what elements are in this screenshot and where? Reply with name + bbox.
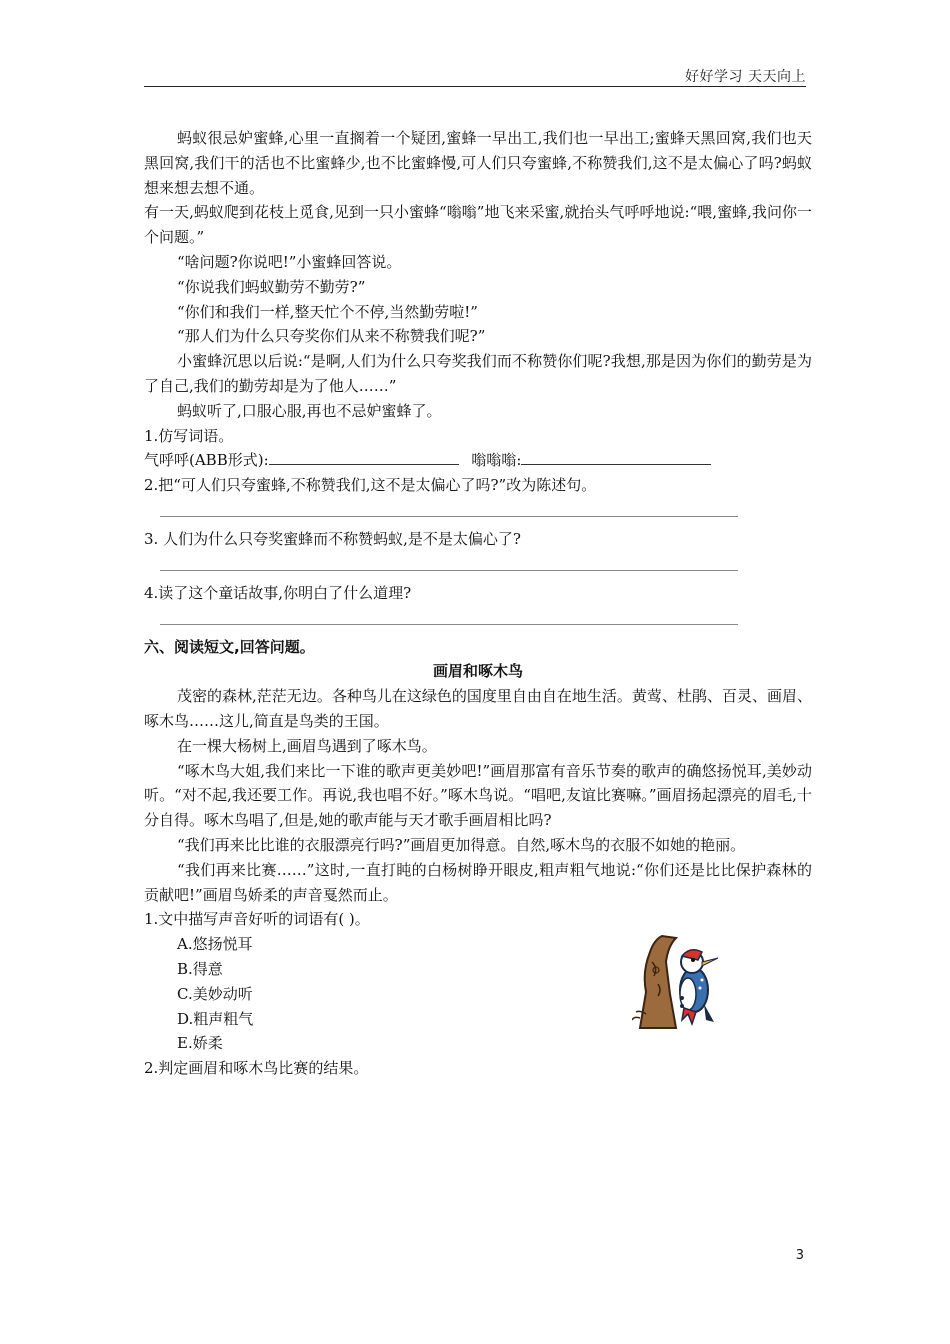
- option-a[interactable]: A.悠扬悦耳: [177, 935, 253, 954]
- story-paragraph: “我们再来比比谁的衣服漂亮行吗?”画眉更加得意。自然,啄木鸟的衣服不如她的艳丽。: [177, 835, 746, 854]
- question-3: 3. 人们为什么只夸奖蜜蜂而不称赞蚂蚁,是不是太偏心了?: [144, 529, 521, 548]
- answer-line-q4[interactable]: [160, 610, 738, 625]
- story-question-1: 1.文中描写声音好听的词语有( )。: [144, 910, 370, 929]
- header-rule: [144, 86, 806, 87]
- story-paragraph: “啄木鸟大姐,我们来比一下谁的歌声更美妙吧!”画眉那富有音乐节奏的歌声的确悠扬悦耳,美妙动听。“对不起,我还要工作。再说,我也唱不好。”啄木鸟说。“唱吧,友谊比赛嘛。”画眉扬起漂亮的眉毛,十分自得。啄木鸟唱了,但是,她的歌声能与天才歌手画眉相比吗?: [144, 761, 812, 830]
- question-1-fill-row: [144, 448, 812, 473]
- answer-line-q3[interactable]: [160, 556, 738, 571]
- option-e[interactable]: E.娇柔: [177, 1034, 223, 1053]
- fill-blank-b[interactable]: [521, 450, 711, 465]
- question-4: 4.读了这个童话故事,你明白了什么道理?: [144, 583, 412, 602]
- story-title: 画眉和啄木鸟: [432, 662, 523, 681]
- passage1-paragraph: “那人们为什么只夸奖你们从来不称赞我们呢?”: [177, 327, 486, 346]
- option-b[interactable]: B.得意: [177, 959, 223, 978]
- fill-label-b: 嗡嗡嗡:: [471, 451, 522, 470]
- passage1-paragraph: 小蜜蜂沉思以后说:“是啊,人们为什么只夸奖我们而不称赞你们呢?我想,那是因为你们的勤劳是为了自己,我们的勤劳却是为了他人……”: [144, 352, 812, 395]
- page-number: 3: [795, 1248, 804, 1263]
- story-paragraph: 在一棵大杨树上,画眉鸟遇到了啄木鸟。: [177, 736, 437, 755]
- option-c[interactable]: C.美妙动听: [177, 984, 253, 1003]
- option-d[interactable]: D.粗声粗气: [177, 1009, 254, 1028]
- header-motto: 好好学习 天天向上: [685, 69, 806, 85]
- section-heading: 六、阅读短文,回答问题。: [144, 637, 315, 656]
- question-2: 2.把“可人们只夸蜜蜂,不称赞我们,这不是太偏心了吗?”改为陈述句。: [144, 476, 597, 495]
- story-question-2: 2.判定画眉和啄木鸟比赛的结果。: [144, 1059, 369, 1078]
- fill-label-a: 气呼呼(ABB形式):: [144, 451, 269, 470]
- passage1-paragraph: “你说我们蚂蚁勤劳不勤劳?”: [177, 277, 366, 296]
- passage1-paragraph: 蚂蚁听了,口服心服,再也不忌妒蜜蜂了。: [177, 401, 442, 420]
- woodpecker-on-tree-icon: [632, 932, 722, 1030]
- passage1-paragraph: 有一天,蚂蚁爬到花枝上觅食,见到一只小蜜蜂“嗡嗡”地飞来采蜜,就抬头气呼呼地说:“喂,蜜蜂,我问你一个问题。”: [144, 203, 812, 247]
- story-paragraph: “我们再来比赛……”这时,一直打盹的白杨树睁开眼皮,粗声粗气地说:“你们还是比比保护森林的贡献吧!”画眉鸟娇柔的声音戛然而止。: [144, 860, 812, 904]
- fill-blank-a[interactable]: [269, 450, 459, 465]
- passage1-paragraph: “啥问题?你说吧!”小蜜蜂回答说。: [177, 252, 402, 271]
- passage1-paragraph: “你们和我们一样,整天忙个不停,当然勤劳啦!”: [177, 302, 478, 321]
- passage1-paragraph: 蚂蚁很忌妒蜜蜂,心里一直搁着一个疑团,蜜蜂一早出工,我们也一早出工;蜜蜂天黑回窝,我们也天黑回窝,我们干的活也不比蜜蜂少,也不比蜜蜂慢,可人们只夸蜜蜂,不称赞我们,这不是太偏心了吗?蚂蚁想来想去想不通。: [144, 129, 812, 197]
- story-paragraph: 茂密的森林,茫茫无边。各种鸟儿在这绿色的国度里自由自在地生活。黄莺、杜鹃、百灵、画眉、啄木鸟……这儿,简直是鸟类的王国。: [144, 687, 812, 730]
- question-1: 1.仿写词语。: [144, 426, 234, 445]
- answer-line-q2[interactable]: [160, 502, 738, 517]
